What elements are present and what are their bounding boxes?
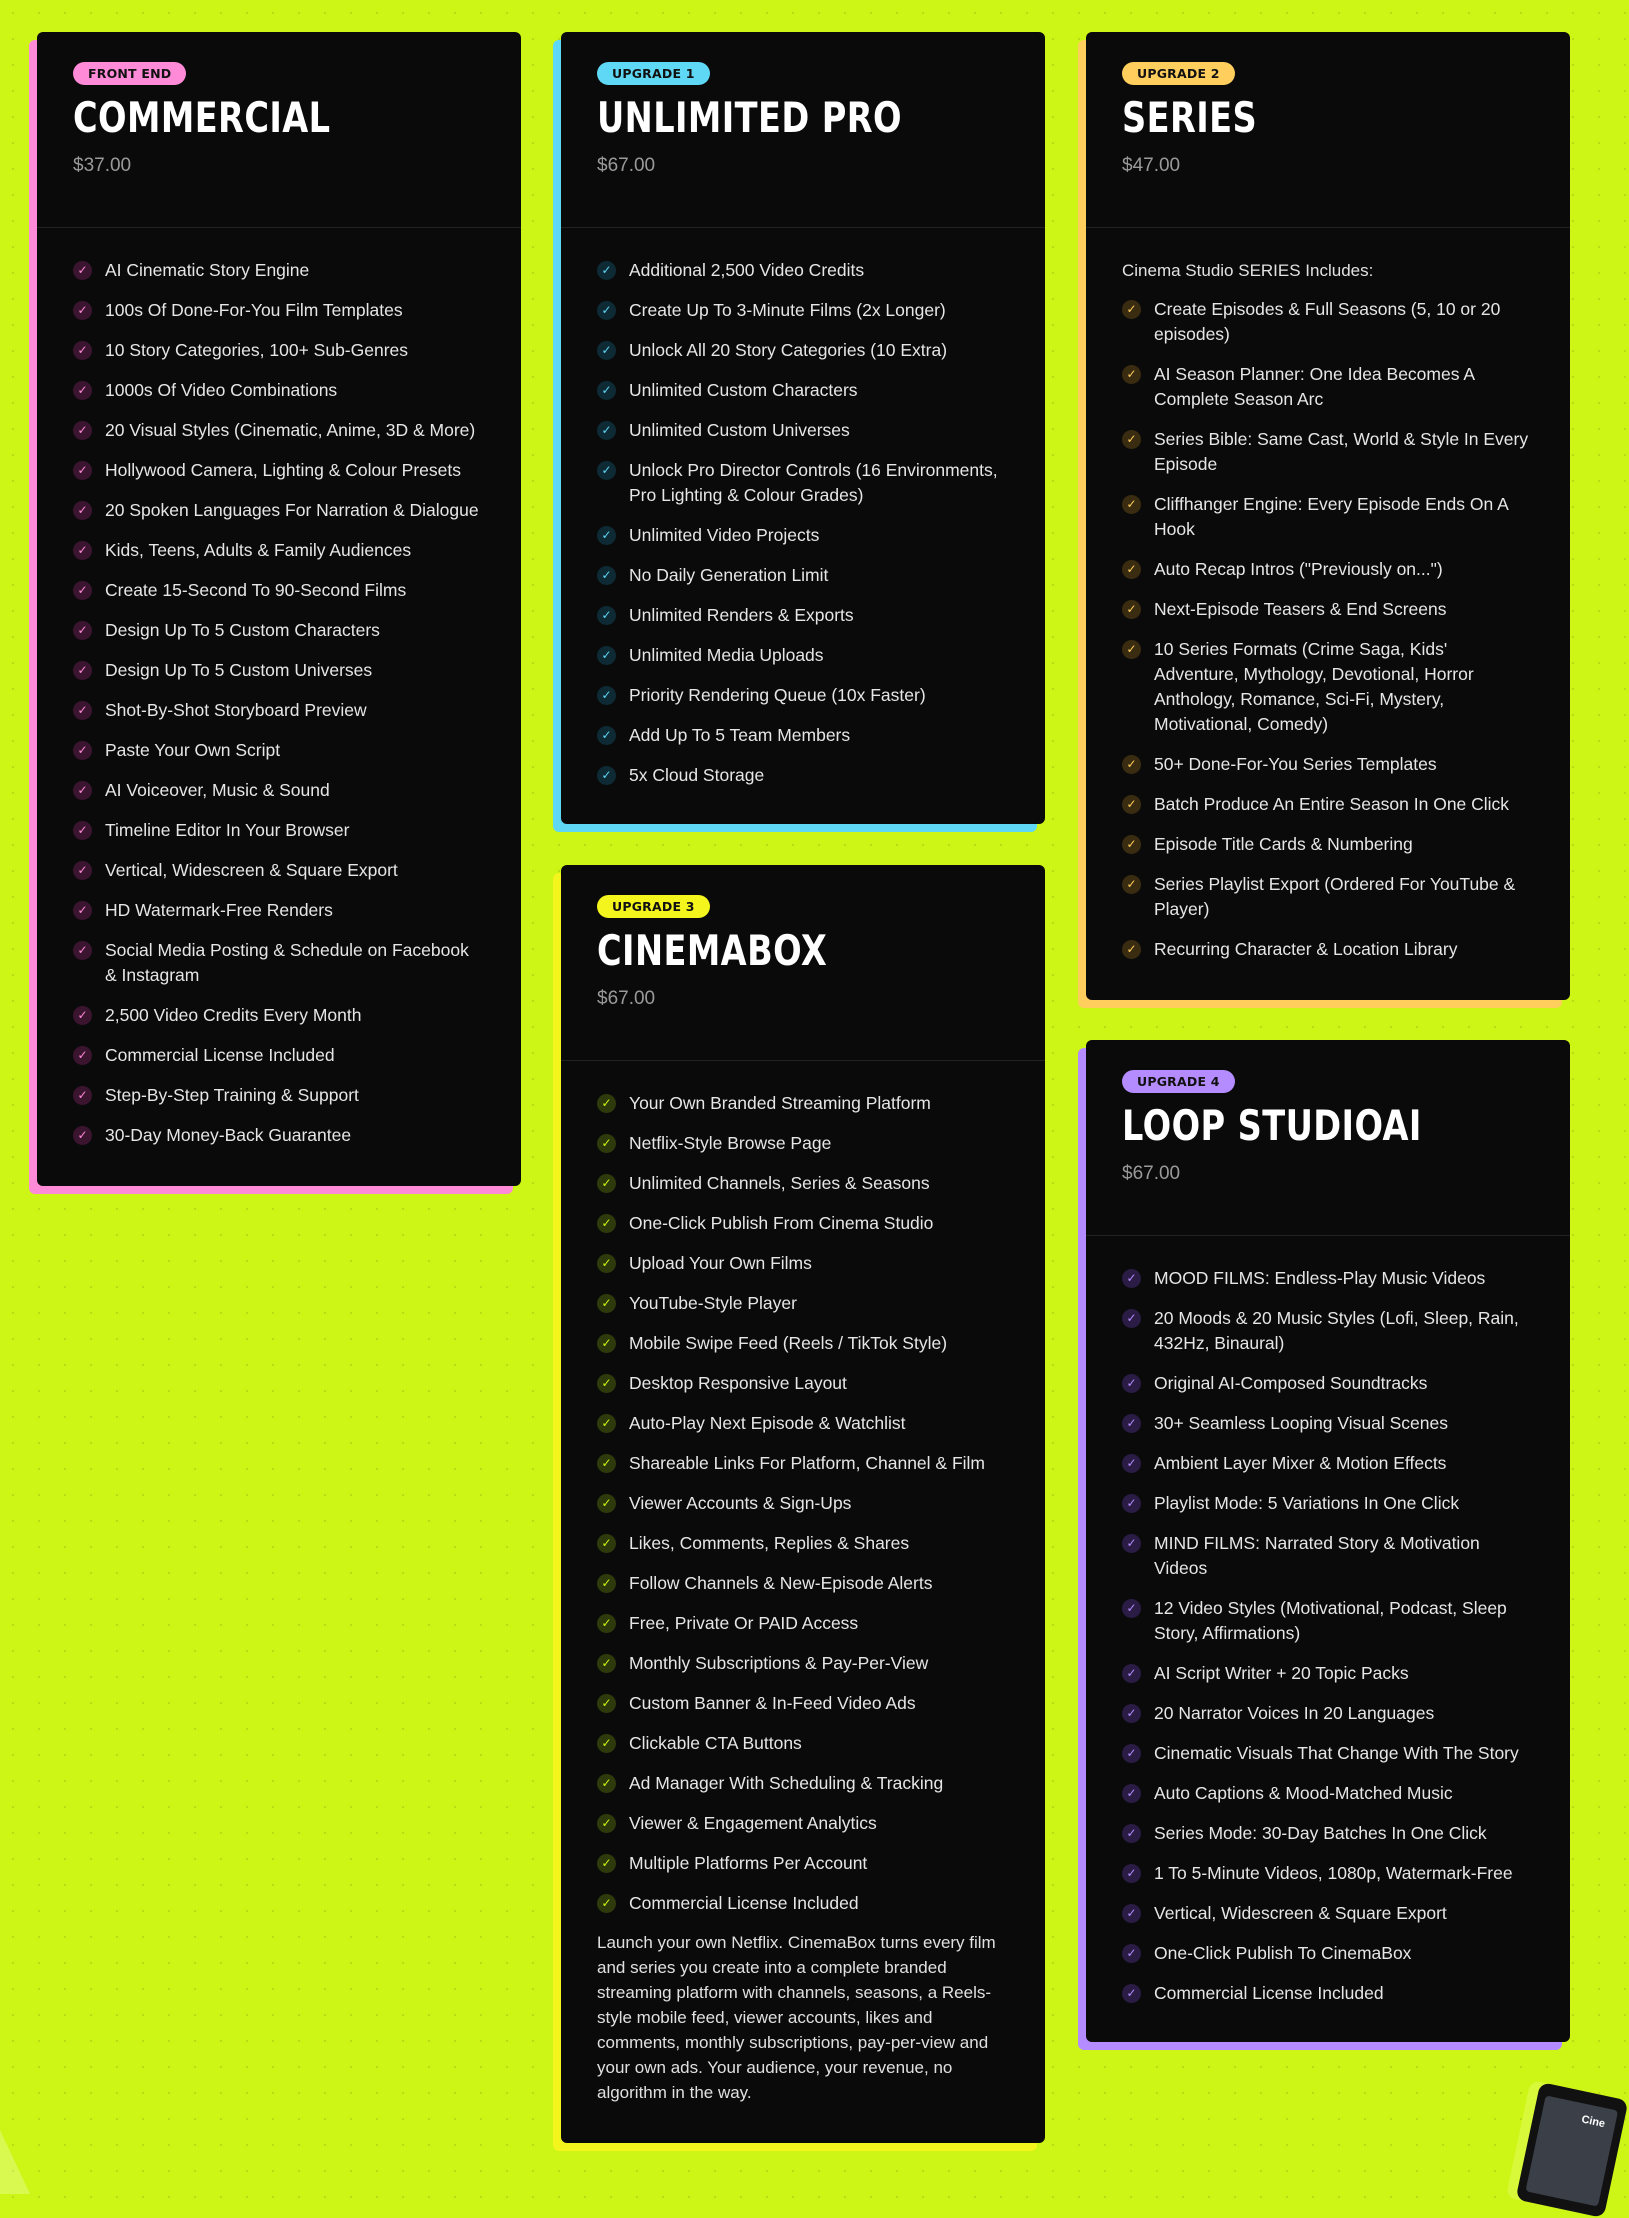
cinemabox-description: Launch your own Netflix. CinemaBox turns every film and series you create into a complete branded streaming platform with channels, seasons, a Reels-style mobile feed, viewer accounts, likes and comments, monthly subscriptions, pay-per-view and your own ads. Your audience, your revenue, no algorithm in the way. [597,1933,996,2102]
feature-item [73,898,485,923]
feature-text: AI Script Writer + 20 Topic Packs [1154,1663,1409,1683]
feature-item [73,538,485,563]
feature-item [597,1531,1009,1556]
check-icon: ✓ [597,1334,616,1353]
check-icon: ✓ [73,861,92,880]
feature-text: Auto Recap Intros ("Previously on...") [1154,559,1443,579]
check-icon: ✓ [1122,1454,1141,1473]
feature-text: Unlimited Custom Characters [629,380,858,400]
feature-item [73,1003,485,1028]
feature-item [73,258,485,283]
feature-item [597,1611,1009,1636]
feature-text: Paste Your Own Script [105,740,281,760]
feature-item [73,1123,485,1148]
feature-text: Viewer Accounts & Sign-Ups [629,1493,852,1513]
feature-item [597,258,1009,283]
card-body [1086,1236,1570,2040]
check-icon: ✓ [597,646,616,665]
plan-badge: FRONT END [73,62,186,85]
feature-text: Follow Channels & New-Episode Alerts [629,1573,933,1593]
check-icon: ✓ [597,261,616,280]
plan-price: $67.00 [597,988,656,1009]
feature-item [597,1891,1009,1916]
plan-title: CINEMABOX [597,926,828,975]
feature-text: Auto-Play Next Episode & Watchlist [629,1413,906,1433]
feature-text: 20 Moods & 20 Music Styles (Lofi, Sleep, Rain, 432Hz, Binaural) [1154,1308,1519,1353]
feature-text: HD Watermark-Free Renders [105,900,333,920]
feature-text: Timeline Editor In Your Browser [105,820,350,840]
feature-text: Create 15-Second To 90-Second Films [105,580,407,600]
feature-item [597,1651,1009,1676]
check-icon: ✓ [597,1574,616,1593]
feature-text: Your Own Branded Streaming Platform [629,1093,931,1113]
feature-item [73,818,485,843]
feature-item [1122,1861,1534,1886]
check-icon: ✓ [597,1294,616,1313]
feature-text: Vertical, Widescreen & Square Export [105,860,398,880]
feature-text: 30-Day Money-Back Guarantee [105,1125,352,1145]
plan-badge: UPGRADE 3 [597,895,710,918]
check-icon: ✓ [1122,365,1141,384]
feature-item [73,458,485,483]
feature-item [73,858,485,883]
feature-item [1122,1661,1534,1686]
check-icon: ✓ [597,461,616,480]
plan-price: $67.00 [1122,1163,1181,1184]
feature-item [1122,597,1534,622]
check-icon: ✓ [597,1534,616,1553]
feature-text: 100s Of Done-For-You Film Templates [105,300,403,320]
feature-item [1122,492,1534,542]
feature-text: Upload Your Own Films [629,1253,812,1273]
check-icon: ✓ [1122,430,1141,449]
check-icon: ✓ [597,1254,616,1273]
feature-item [597,1851,1009,1876]
feature-item [597,378,1009,403]
feature-text: Original AI-Composed Soundtracks [1154,1373,1428,1393]
check-icon: ✓ [73,901,92,920]
feature-text: Unlock All 20 Story Categories (10 Extra) [629,340,948,360]
feature-item [597,1091,1009,1116]
check-icon: ✓ [597,301,616,320]
check-icon: ✓ [1122,755,1141,774]
check-icon: ✓ [73,341,92,360]
feature-item [597,298,1009,323]
feature-text: Shot-By-Shot Storyboard Preview [105,700,367,720]
check-icon: ✓ [597,1454,616,1473]
check-icon: ✓ [597,566,616,585]
feature-item [597,418,1009,443]
check-icon: ✓ [73,1086,92,1105]
check-icon: ✓ [73,821,92,840]
plan-title: COMMERCIAL [73,93,331,142]
check-icon: ✓ [1122,1784,1141,1803]
card-body [37,228,521,1182]
feature-text: Unlock Pro Director Controls (16 Environments, Pro Lighting & Colour Grades) [629,460,998,505]
check-icon: ✓ [1122,1414,1141,1433]
feature-item [73,778,485,803]
device-label: Cine [1580,2113,1607,2131]
card-body [561,1061,1045,2139]
card-body [1086,228,1570,996]
card-header [561,32,1045,228]
plan-title: SERIES [1122,93,1258,142]
feature-text: 30+ Seamless Looping Visual Scenes [1154,1413,1448,1433]
feature-item [73,578,485,603]
feature-item [597,1291,1009,1316]
check-icon: ✓ [73,501,92,520]
feature-text: AI Voiceover, Music & Sound [105,780,330,800]
feature-text: Design Up To 5 Custom Characters [105,620,380,640]
check-icon: ✓ [1122,1944,1141,1963]
card-unlimited-pro [561,32,1045,824]
feature-item [1122,1781,1534,1806]
feature-text: 20 Visual Styles (Cinematic, Anime, 3D & More) [105,420,476,440]
check-icon: ✓ [597,341,616,360]
feature-text: Kids, Teens, Adults & Family Audiences [105,540,412,560]
feature-item [597,1211,1009,1236]
check-icon: ✓ [1122,1269,1141,1288]
feature-item [1122,1306,1534,1356]
feature-item [1122,1901,1534,1926]
feature-item [597,683,1009,708]
feature-text: 10 Series Formats (Crime Saga, Kids' Adventure, Mythology, Devotional, Horror Anthology, Romance, Sci-Fi, Mystery, Motivational, Comedy) [1154,639,1474,734]
check-icon: ✓ [597,1814,616,1833]
feature-item [73,658,485,683]
feature-text: 20 Spoken Languages For Narration & Dialogue [105,500,479,520]
feature-text: MIND FILMS: Narrated Story & Motivation Videos [1154,1533,1480,1578]
check-icon: ✓ [73,1046,92,1065]
check-icon: ✓ [73,1006,92,1025]
feature-text: Ad Manager With Scheduling & Tracking [629,1773,944,1793]
feature-text: Additional 2,500 Video Credits [629,260,865,280]
check-icon: ✓ [597,421,616,440]
check-icon: ✓ [597,1414,616,1433]
feature-item [1122,752,1534,777]
feature-list [1122,1266,1534,2006]
feature-item [1122,1941,1534,1966]
series-intro: Cinema Studio SERIES Includes: [1122,261,1374,280]
check-icon: ✓ [597,1694,616,1713]
feature-text: Social Media Posting & Schedule on Facebook & Instagram [105,940,469,985]
feature-text: Vertical, Widescreen & Square Export [1154,1903,1447,1923]
feature-text: Episode Title Cards & Numbering [1154,834,1413,854]
check-icon: ✓ [597,1734,616,1753]
feature-text: 1 To 5-Minute Videos, 1080p, Watermark-Free [1154,1863,1513,1883]
feature-text: 20 Narrator Voices In 20 Languages [1154,1703,1435,1723]
check-icon: ✓ [1122,640,1141,659]
check-icon: ✓ [73,581,92,600]
feature-text: Batch Produce An Entire Season In One Click [1154,794,1510,814]
feature-item [1122,362,1534,412]
feature-text: Desktop Responsive Layout [629,1373,847,1393]
feature-item [1122,1371,1534,1396]
card-cinemabox [561,865,1045,2143]
card-header [37,32,521,228]
feature-item [1122,557,1534,582]
feature-text: Design Up To 5 Custom Universes [105,660,373,680]
plan-title: UNLIMITED PRO [597,93,902,142]
device-screen [1525,2095,1618,2206]
feature-item [597,1691,1009,1716]
feature-text: Commercial License Included [629,1893,859,1913]
check-icon: ✓ [1122,560,1141,579]
feature-item [1122,832,1534,857]
check-icon: ✓ [597,1854,616,1873]
feature-text: Mobile Swipe Feed (Reels / TikTok Style) [629,1333,948,1353]
feature-item [1122,637,1534,737]
feature-text: Priority Rendering Queue (10x Faster) [629,685,926,705]
check-icon: ✓ [73,741,92,760]
check-icon: ✓ [597,1494,616,1513]
feature-item [597,563,1009,588]
plan-badge: UPGRADE 1 [597,62,710,85]
check-icon: ✓ [1122,300,1141,319]
card-header [1086,32,1570,228]
feature-item [1122,1701,1534,1726]
feature-text: Cinematic Visuals That Change With The Story [1154,1743,1519,1763]
check-icon: ✓ [597,1174,616,1193]
check-icon: ✓ [597,1894,616,1913]
feature-item [597,1171,1009,1196]
check-icon: ✓ [597,686,616,705]
feature-item [597,338,1009,363]
feature-item [1122,1596,1534,1646]
check-icon: ✓ [597,1374,616,1393]
feature-text: Series Playlist Export (Ordered For YouTube & Player) [1154,874,1516,919]
plan-price: $67.00 [597,155,656,176]
feature-text: One-Click Publish From Cinema Studio [629,1213,934,1233]
check-icon: ✓ [1122,1494,1141,1513]
feature-text: Viewer & Engagement Analytics [629,1813,877,1833]
feature-item [1122,1266,1534,1291]
check-icon: ✓ [73,461,92,480]
feature-text: Unlimited Renders & Exports [629,605,854,625]
feature-text: Hollywood Camera, Lighting & Colour Presets [105,460,461,480]
feature-text: Clickable CTA Buttons [629,1733,802,1753]
check-icon: ✓ [597,606,616,625]
feature-text: One-Click Publish To CinemaBox [1154,1943,1412,1963]
check-icon: ✓ [73,301,92,320]
decorative-triangle [0,2130,30,2194]
feature-text: 50+ Done-For-You Series Templates [1154,754,1437,774]
feature-text: 5x Cloud Storage [629,765,765,785]
feature-text: Add Up To 5 Team Members [629,725,851,745]
card-body [561,228,1045,822]
feature-item [1122,1491,1534,1516]
check-icon: ✓ [1122,1984,1141,2003]
check-icon: ✓ [73,701,92,720]
feature-list [73,258,485,1148]
check-icon: ✓ [73,261,92,280]
check-icon: ✓ [73,381,92,400]
feature-item [73,338,485,363]
feature-text: No Daily Generation Limit [629,565,829,585]
feature-item [73,738,485,763]
feature-item [73,618,485,643]
feature-text: Commercial License Included [1154,1983,1384,2003]
plan-price: $47.00 [1122,155,1181,176]
feature-item [73,938,485,988]
check-icon: ✓ [1122,1824,1141,1843]
feature-text: 10 Story Categories, 100+ Sub-Genres [105,340,409,360]
feature-text: Next-Episode Teasers & End Screens [1154,599,1447,619]
check-icon: ✓ [1122,795,1141,814]
feature-text: Monthly Subscriptions & Pay-Per-View [629,1653,929,1673]
feature-text: 12 Video Styles (Motivational, Podcast, Sleep Story, Affirmations) [1154,1598,1507,1643]
check-icon: ✓ [73,541,92,560]
check-icon: ✓ [597,1614,616,1633]
feature-text: Shareable Links For Platform, Channel & Film [629,1453,985,1473]
check-icon: ✓ [1122,875,1141,894]
feature-item [1122,1451,1534,1476]
check-icon: ✓ [597,381,616,400]
card-commercial [37,32,521,1186]
check-icon: ✓ [73,621,92,640]
feature-item [597,723,1009,748]
feature-item [1122,1411,1534,1436]
feature-item [73,378,485,403]
feature-text: Unlimited Media Uploads [629,645,824,665]
feature-text: 2,500 Video Credits Every Month [105,1005,362,1025]
feature-list [597,258,1009,788]
check-icon: ✓ [1122,600,1141,619]
feature-text: Cliffhanger Engine: Every Episode Ends On A Hook [1154,494,1508,539]
check-icon: ✓ [73,941,92,960]
card-series [1086,32,1570,1000]
card-header [1086,1040,1570,1236]
feature-text: Step-By-Step Training & Support [105,1085,359,1105]
check-icon: ✓ [1122,1704,1141,1723]
feature-item [597,1371,1009,1396]
feature-text: AI Season Planner: One Idea Becomes A Complete Season Arc [1154,364,1475,409]
feature-text: Custom Banner & In-Feed Video Ads [629,1693,916,1713]
feature-text: Recurring Character & Location Library [1154,939,1458,959]
feature-item [597,1131,1009,1156]
feature-text: Unlimited Channels, Series & Seasons [629,1173,930,1193]
check-icon: ✓ [1122,1374,1141,1393]
check-icon: ✓ [597,1134,616,1153]
feature-item [597,1571,1009,1596]
feature-item [597,523,1009,548]
feature-item [597,1771,1009,1796]
check-icon: ✓ [597,726,616,745]
feature-text: Unlimited Video Projects [629,525,820,545]
check-icon: ✓ [1122,1744,1141,1763]
check-icon: ✓ [1122,495,1141,514]
feature-item [597,603,1009,628]
check-icon: ✓ [1122,1664,1141,1683]
feature-item [1122,872,1534,922]
check-icon: ✓ [1122,1904,1141,1923]
feature-item [597,1491,1009,1516]
feature-item [597,458,1009,508]
feature-text: Playlist Mode: 5 Variations In One Click [1154,1493,1460,1513]
check-icon: ✓ [1122,1534,1141,1553]
card-loop-studioai [1086,1040,1570,2042]
feature-item [1122,427,1534,477]
feature-item [597,643,1009,668]
feature-item [1122,297,1534,347]
feature-item [73,498,485,523]
feature-item [1122,937,1534,962]
card-header [561,865,1045,1061]
feature-text: Create Episodes & Full Seasons (5, 10 or 20 episodes) [1154,299,1501,344]
feature-item [73,1043,485,1068]
feature-text: Ambient Layer Mixer & Motion Effects [1154,1453,1447,1473]
feature-text: Multiple Platforms Per Account [629,1853,868,1873]
feature-text: AI Cinematic Story Engine [105,260,310,280]
check-icon: ✓ [1122,835,1141,854]
feature-text: Create Up To 3-Minute Films (2x Longer) [629,300,946,320]
feature-text: 1000s Of Video Combinations [105,380,338,400]
check-icon: ✓ [597,526,616,545]
check-icon: ✓ [73,1126,92,1145]
feature-item [597,763,1009,788]
feature-text: Netflix-Style Browse Page [629,1133,832,1153]
feature-item [597,1451,1009,1476]
check-icon: ✓ [597,1654,616,1673]
check-icon: ✓ [73,421,92,440]
feature-text: Commercial License Included [105,1045,335,1065]
feature-item [1122,1531,1534,1581]
feature-item [73,298,485,323]
feature-text: Likes, Comments, Replies & Shares [629,1533,910,1553]
feature-text: Series Mode: 30-Day Batches In One Click [1154,1823,1487,1843]
check-icon: ✓ [1122,1309,1141,1328]
feature-item [1122,1981,1534,2006]
feature-list [1122,297,1534,962]
plan-badge: UPGRADE 4 [1122,1070,1235,1093]
feature-text: Unlimited Custom Universes [629,420,850,440]
feature-item [73,698,485,723]
check-icon: ✓ [597,1094,616,1113]
feature-list [597,1091,1009,1916]
feature-text: YouTube-Style Player [629,1293,797,1313]
feature-item [73,1083,485,1108]
check-icon: ✓ [1122,1599,1141,1618]
product-device-image [1516,2082,1629,2218]
feature-item [1122,1741,1534,1766]
plan-title: LOOP STUDIOAI [1122,1101,1422,1150]
feature-item [73,418,485,443]
feature-item [597,1331,1009,1356]
feature-text: Free, Private Or PAID Access [629,1613,859,1633]
check-icon: ✓ [1122,940,1141,959]
check-icon: ✓ [597,1214,616,1233]
plan-badge: UPGRADE 2 [1122,62,1235,85]
feature-item [1122,1821,1534,1846]
feature-item [597,1251,1009,1276]
check-icon: ✓ [73,661,92,680]
feature-text: MOOD FILMS: Endless-Play Music Videos [1154,1268,1486,1288]
check-icon: ✓ [597,766,616,785]
feature-item [1122,792,1534,817]
feature-text: Auto Captions & Mood-Matched Music [1154,1783,1453,1803]
feature-text: Series Bible: Same Cast, World & Style In Every Episode [1154,429,1529,474]
check-icon: ✓ [73,781,92,800]
check-icon: ✓ [1122,1864,1141,1883]
check-icon: ✓ [597,1774,616,1793]
feature-item [597,1411,1009,1436]
feature-item [597,1811,1009,1836]
feature-item [597,1731,1009,1756]
plan-price: $37.00 [73,155,132,176]
